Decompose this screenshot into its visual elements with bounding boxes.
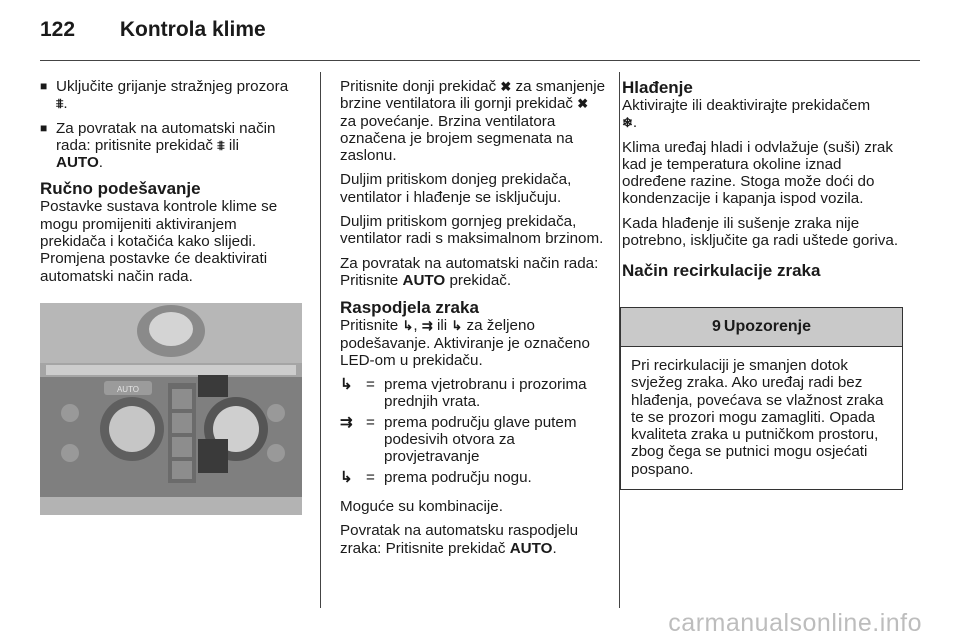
paragraph: Duljim pritiskom gornjeg prekidača, ventilator radi s maksimalnom brzinom. (340, 213, 604, 248)
definition-text: prema području glave putem podesivih otvora za provjetravanje (384, 413, 577, 466)
definition-row (340, 376, 608, 411)
text: Pritisnite donji prekidač (340, 78, 497, 95)
definition-row (340, 469, 608, 486)
bullet-text: Uključite grijanje stražnjeg prozora (56, 78, 289, 95)
section-heading: Raspodjela zraka (340, 298, 479, 318)
page-number: 122 (40, 18, 76, 41)
equals-sign: = (366, 413, 375, 431)
text: Pritisnite (340, 317, 399, 335)
middle-column (340, 78, 608, 564)
head-airflow-icon: ⇉ (340, 413, 353, 431)
panel-auto-text: AUTO (116, 385, 140, 394)
bullet-text: Za povratak na automatski način rada: pritisnite prekidač (56, 119, 276, 154)
rear-defrost-icon: ⩨ (56, 96, 64, 112)
section-heading: Način recirkulacije zraka (622, 261, 821, 281)
equals-sign: = (366, 376, 375, 394)
foot-airflow-icon: ↳ (340, 468, 353, 486)
text: ili (437, 317, 448, 335)
fan-icon: ✖ (577, 96, 589, 112)
fan-icon: ✖ (500, 79, 512, 94)
text: , (413, 317, 418, 335)
text: za željeno podešavanje. Aktiviranje je označeno LED-om u prekidaču. (340, 317, 590, 369)
windscreen-airflow-icon: ↳ (402, 318, 414, 334)
page-header (40, 18, 266, 42)
fan-speed-paragraph (340, 78, 608, 164)
climate-panel-photo (40, 303, 302, 515)
definition-row (340, 414, 608, 466)
warning-text: Pri recirkulaciji je smanjen dotok svježeg zraka. Ako uređaj radi bez hlađenja, povećava se vlažnost zraka te se prozori mogu zamagliti. Opada kvaliteta zraka u putničkom prostoru, zbog čega se putnici mogu osjećati pospano. (631, 357, 884, 478)
header-rule (40, 60, 920, 61)
text: . (552, 539, 557, 557)
auto-label: AUTO (402, 271, 446, 289)
auto-label: AUTO (509, 539, 553, 557)
warning-title: Upozorenje (723, 318, 812, 335)
equals-sign: = (366, 468, 375, 486)
page-title: Kontrola klime (119, 18, 266, 41)
paragraph: Postavke sustava kontrole klime se mogu promijeniti aktiviranjem prekidača i kotačića kako slijedi. Promjena postavke će deaktivirati automatski način rada. (40, 198, 278, 285)
paragraph: Kada hlađenje ili sušenje zraka nije potrebno, isključite ga radi uštede goriva. (622, 214, 899, 250)
air-distribution-paragraph (340, 317, 608, 369)
auto-label: AUTO (56, 154, 99, 172)
text: Povratak na automatsku raspodjelu zraka: Pritisnite prekidač (340, 522, 579, 557)
text: Aktivirajte ili deaktivirajte prekidačem (622, 97, 871, 114)
text: Za povratak na automatski način rada: Pritisnite (340, 254, 599, 289)
paragraph: Aktivirajte ili deaktivirajte prekidačem ❄. (622, 97, 871, 132)
paragraph: Duljim pritiskom donjeg prekidača, ventilator i hlađenje se isključuju. (340, 171, 572, 206)
watermark: carmanualsonline.info (668, 609, 922, 637)
warning-header (621, 308, 902, 347)
warning-triangle-icon: 9 (711, 318, 721, 335)
right-column (622, 78, 904, 280)
definition-text: prema vjetrobranu i prozorima prednjih vrata. (384, 376, 587, 411)
ac-snowflake-icon: ❄ (622, 115, 633, 131)
climate-panel-graphic (40, 303, 302, 515)
text: za smanjenje brzine ventilatora ili gornji prekidač (340, 78, 606, 113)
bullet-icon: ■ (40, 120, 48, 135)
warning-box (620, 307, 903, 490)
left-column (40, 78, 306, 292)
airflow-definition-list (340, 376, 608, 486)
bullet-icon: ■ (40, 79, 48, 93)
bullet-item: ■ Za povratak na automatski način rada: pritisnite prekidač ⩨ ili AUTO. (40, 119, 276, 172)
paragraph (340, 522, 608, 557)
paragraph: Klima uređaj hladi i odvlažuje (suši) zrak kad je temperatura okoline iznad određene razine. Stoga može doći do kondenzacije i kapanja ispod vozila. (622, 138, 893, 208)
bullet-item: ■ Uključite grijanje stražnjeg prozora ⩨. (40, 78, 289, 113)
text: prekidač. (449, 271, 512, 289)
paragraph: Moguće su kombinacije. (340, 497, 503, 515)
head-airflow-icon: ⇉ (421, 318, 433, 334)
bullet-text-or: ili (228, 136, 239, 154)
column-divider-1 (320, 72, 321, 608)
paragraph (340, 255, 608, 290)
foot-airflow-icon: ↳ (451, 318, 463, 334)
windscreen-airflow-icon: ↳ (340, 376, 353, 394)
section-heading: Ručno podešavanje (40, 179, 201, 199)
definition-text: prema području nogu. (384, 468, 532, 486)
defrost-icon: ⩨ (217, 137, 225, 153)
text: za povećanje. Brzina ventilatora označena je brojem segmenata na zaslonu. (340, 112, 574, 165)
section-heading: Hlađenje (622, 78, 693, 97)
